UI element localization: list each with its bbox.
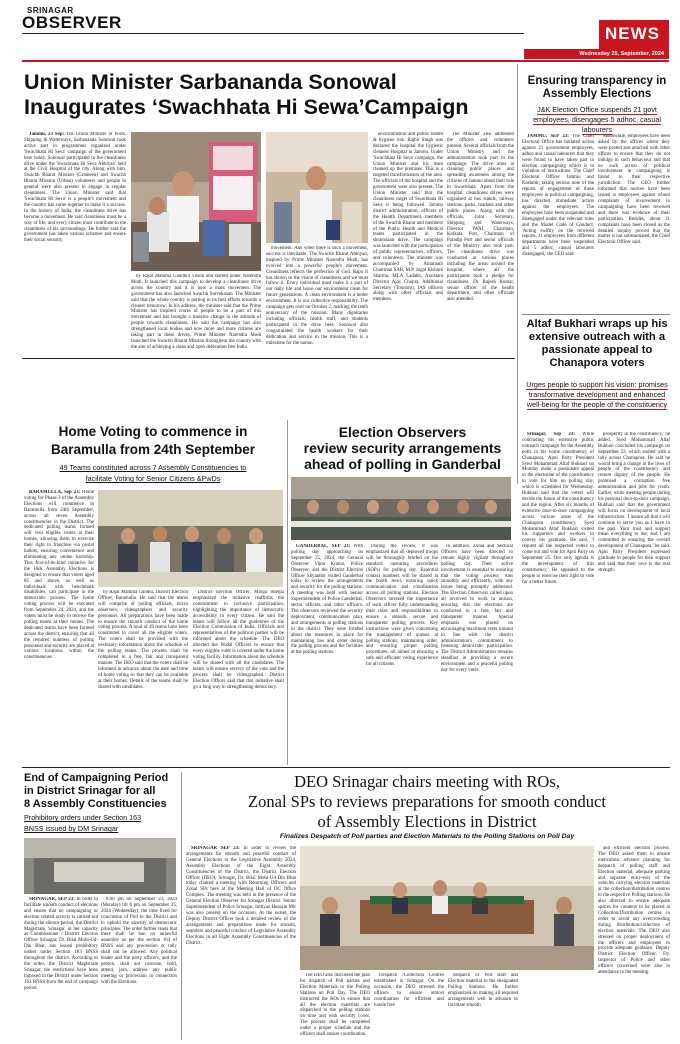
curfew-subhead-1: Prohibitory orders under Section 163: [24, 813, 142, 822]
lead-col-6: The Minister also addressed the officers and volunteers present. Several officials from the Union Ministry and the administration took part in the campaign. The drive aims at cleaning public places and spreading awareness among the citizens of Jammu about their role in Swachhata. Apart from the hospital, cleanliness drives were organised at bus stands, railway stations, parks, markets and other public places. Along with the officials, Joint Secretary, Shipping and Waterways, Director IWAI, Chairman, Kolkata Port, Chairman of Paradip Port and senior officials of the Ministry also took part. The cleanliness drive was conducted at various places including the areas around the hospital, where all the participants took a pledge for cleanliness. Dr. Rajesh Kumar, senior officer of the health department, and other officials also attended.: [447, 132, 514, 303]
curfew-subhead-2: BNSS issued by DM Srinagar: [24, 824, 119, 833]
right-top-rule: [522, 314, 670, 315]
deo-subhead: Finalizes Despatch of Poll parties and Election Materials to the Polling Stations on Poll Day: [279, 833, 575, 840]
deo-headline-2: Zonal SPs to reviews preparations for smooth conduct: [248, 792, 606, 811]
deo-col-2: The DEO also discussed the plan for dispatch of Poll parties and Election Materials to the Polling Stations on Poll Day. The DEO instructed the ROs to ensure that all the election materials are dispatched to the polling stations on time and with security cover. The process shall be completed under a proper schedule and the officers shall ensure coordination.: [300, 973, 370, 1038]
home-voting-subhead-2: facilitate Voting for Senior Citizens &PwDs: [85, 474, 221, 483]
ganderbal-headline-3: ahead of polling in Ganderbal: [304, 456, 501, 472]
right-top-headline: Ensuring transparency in Assembly Elections: [527, 75, 667, 100]
news-section-label: NEWS: [605, 24, 660, 43]
masthead-big: OBSERVER: [22, 13, 122, 32]
lead-photo: [131, 132, 261, 271]
ganderbal-col-2: During the review, it was emphasized that all deployed troops will be thoroughly briefed on the standard operating procedures (SOPs) for polling day. Essential contact numbers will be shared at the booth level, ensuring quick communication and coordination across all polling stations. Election Observers stressed the importance of each officer fully understanding their roles and responsibilities to ensure a smooth, secure and transparent polling process. Key instructions were given concerning the management of queues at polling stations, maintaining order, and ensuring proper polling procedures, all aimed at ensuring a safe and efficient voting experience for all citizens.: [366, 544, 438, 668]
bottom-section-rule: [22, 767, 670, 768]
home-voting-col-3: District Election Officer, Minga Sherpa emphasized the initiative reaffirms the commitment to inclusive participation, highlighting the importance of democratic accessibility to every citizen. He said the teams will follow all the guidelines of the Election Commission of India. Officials and representatives of the political parties will be informed about the schedule. The DEO directed the Nodal Officers to ensure that every eligible voter is covered under the home voting facility. Information about the schedule will be shared with all the candidates. The teams will ensure secrecy of the vote and the process shall be videographed. District Election Officer said that this initiative shall go a long way in strengthening democracy.: [193, 590, 284, 690]
masthead-bottom-rule: [22, 60, 669, 62]
curfew-col-2: 8.00 pm on September 23, 2024 (Monday) till 6 pm on September 25, 2024 (Wednesday), the time fixed for conclusion of Poll in the District and to uphold the sanctity of democratic principles. The order further reads that there shall be ban on unlawful assembly as per the section 163 of BNSS and any procession or rally shall not be allowed. Any political leader and the party officers, and the person, shall not convene, hold, attend, join, address any public meeting or procession in connection with the Elections.: [101, 897, 177, 985]
deo-photo: [300, 846, 594, 970]
curfew-col-1: SRINAGAR, SEP 23: In order to facilitate smooth conduct of elections and ensure that no campaigning or election related activity is carried out during the silence period, the District Magistrate, Srinagar, in her capacity as Commissioner / District Election Officer Srinagar, Dr. Bilal Mohi-Ud-Din Bhat, has issued prohibitory orders under Section 163 BNSS throughout the district. According to the order, the District Magistrate Srinagar, the restrictions have been imposed in the District under Section 163 BNSS from the end of campaign period.: [24, 897, 98, 991]
deo-headline-3: of Assembly Elections in District: [317, 812, 537, 831]
home-voting-col-2: by Rajat Mahima Gandhi, District Election Officer, Baramulla. He said that the teams will comprise of polling officials, micro observers, videographers and security personnel. All preparations have been made to ensure the smooth conduct of the home voting process. A total of 49 teams have been constituted to cover all the eligible voters. The voters shall be provided with the necessary information about the schedule of the polling teams. The process shall be completed in a free, fair and transparent manner. The DEO said that the voters shall be informed in advance about the date and time of home voting so that they can be available at their homes. Details of the teams shall be shared with candidates.: [98, 590, 188, 690]
deo-col-1: SRINAGAR SEP 23: In order to review the arrangements for smooth and peaceful conduct of General Elections to the Legislative Assembly 2024, Assembly Elections of the Eight Assembly Constituencies of the District, the District Election Officer (DEO), Srinagar, Dr. Bilal Mohi-Ud-Din Bhat today chaired a meeting with Returning Officers and Zonal SPs here at the Meeting Hall of DC Office Complex. The meeting was held in the presence of the General Election Observer for Srinagar District. Senior Superintendent of Police Srinagar, Imtiyaz Hussain Mir was also present on the occasion. At the outset, the Deputy District Officer took a detailed review of the arrangements and preparations made for smooth, seamless and peaceful conduct of Legislative Assembly Elections in all Eight Assembly Constituencies of the District.: [186, 846, 296, 946]
right-top-dateline: JAMMU, SEP 23:: [527, 134, 569, 139]
mid-section-rule: [22, 358, 515, 359]
curfew-headline-3: 8 Assembly Constituencies: [24, 798, 167, 810]
right-mid-headline: Altaf Bukhari wraps up his extensive outreach with a passionate appeal to Chanapora voters: [526, 318, 668, 369]
deo-headline-1: DEO Srinagar chairs meeting with ROs,: [294, 772, 560, 791]
home-voting-subhead-1: 49 Teams constituted across 7 Assembly Constituencies to: [59, 463, 247, 472]
home-voting-dateline: BARAMULLA, Sep 23:: [29, 490, 81, 495]
right-top-col-2: Meanwhile, employees have been asked by the offices where they were posted and attached with other offices to ensure that they do not indulge in such behaviour and that no such action of political involvement in campaigning is found in their respective jurisdiction. The CEO further informed that notices have been issued to employees against whom complaints of involvement in campaigning have been received and there was evidence of their participation. Besides, about 31 complaints have been closed as the detailed inquiry proved that the matter is not substantiated, the Chief Electoral Officer said.: [598, 134, 670, 246]
deo-col-5: and efficient election process. The DEO asked them to ensure meticulous advance planning for despatch of polling staff and Election material, adequate parking and separate entry-exit of the vehicles carrying election materials at the collection/distribution centres to the respective Polling stations. He also directed to ensure adequate spaces for counters to be placed at Collection/Distribution centres in order to avoid any overcrowding during distribution/collection of election materials. The DEO also stressed on proper deployment of the officers and employees to provide adequate guidance. Deputy District Election Officer, Dy. Inspector of Police and other officers concerned were also in attendance in the meeting.: [598, 846, 670, 976]
right-top-col-1: JAMMU, SEP 23: The Chief Electoral Office has initiated action against 21 government employees, adhoc and casual labourers that they were found to have taken part in election campaigning which is in violation of instructions. The Chief Electoral Officer Jammu and Kashmir, taking serious note of the reports of engagement of these employees in political campaigning, has directed immediate action against the employees. The employees have been suspended and disengaged under the relevant rules and the Model Code of Conduct. 'Acting swiftly on the received reports, 21 employees from different departments have been suspended and 5 adhoc, casual labourers disengaged,' the CEO said.: [522, 134, 594, 258]
lead-col-2: by Rajat Mahima Gandhi's vision and started under Narendra Modi. It launched this campaign to develop a cleanliness drive across the country and it is now a mass movement. The government has also launched Swachh Survekshan. The Minister said that the whole country is putting in its best efforts towards a cleaner tomorrow. In his address, the minister said that the Prime Minister has inspired crores of people to be a part of this movement and has brought a massive change in the attitude of people towards cleanliness. He said the campaign has also strengthened local bodies and now more and more citizens are taking part in these drives. Prime Minister Narendra Modi launched the Swachh Bharat Mission throughout the country with the aim of achieving a clean and open defecation free India.: [131, 274, 261, 350]
deo-dateline: SRINAGAR SEP 23:: [191, 846, 240, 851]
masthead-small: SRINAGAR: [27, 6, 74, 15]
ganderbal-dateline: GANDERBAL, SEP 23:: [296, 544, 351, 549]
deo-col-4: despatch of Poll staff and Election material to the designated Polling Stations. He further emphasized on making all required arrangements well in advance to facilitate smooth: [448, 973, 518, 1008]
lead-right-divider: [517, 64, 518, 484]
curfew-headline-1: End of Campaigning Period: [24, 772, 169, 784]
ganderbal-col-1: GANDERBAL, SEP 23: With polling day approaching on September 25, 2024, the General Observer Vipin Kumar, Police Observer, and the District Election Officer Shyambir visited Ganderbal today to review the arrangements and security for the polling stations. A meeting was held with Senior Superintendent of Police Ganderbal, sector officers, and other officers. The observers reviewed the security deployment, communication plan, and arrangements at polling stations in the district. They were briefed about the measures in place for maintaining law and order during the polling process and the facilities at the polling stations.: [291, 544, 363, 656]
masthead-rule: [22, 33, 524, 34]
ganderbal-col-3: In addition, Zonal and Sectoral Officers have been directed to remain highly vigilant throughout polling day. Their active involvement is essential to ensuring that the voting process runs smoothly and efficiently, with any issues being promptly addressed. The Election Observers called upon all involved to work in unison, ensuring that the elections are conducted in a free, fair and transparent manner. Special emphasis was placed on encouraging maximum voter turnout in line with the district administration's commitment to fostering democratic participation. The District Administration remains steadfast in providing a secure environment and a peaceful polling day for every voter.: [441, 544, 513, 674]
curfew-deo-divider: [181, 772, 182, 1040]
home-voting-col-1: BARAMULLA, Sep 23: Home voting for Phase-3 of the Assembly Elections will commence in Baramulla from 24th September, across all seven Assembly constituencies in the District. The dedicated polling teams formed will visit eligible voters at their homes, allowing them to exercise their right to franchise via postal ballots, ensuring convenience and eliminating any undue hardship. This first-of-its-kind initiative for the J&K Assembly Elections is designed to ensure that voters aged 85 and above, as well as individuals with benchmark disabilities, can participate in the democratic process. The home voting process will be executed from September 24, 2024, and the voters must be ready to receive the polling teams at their homes. The dedicated teams have been formed across the district, ensuring that all the required numbers of polling personnel and security are placed at various locations within the constituencies.: [24, 490, 94, 661]
right-top-subhead: J&K Election Office suspends 21 govt employees, disengages 5 adhoc, casual labourers: [533, 105, 661, 134]
ganderbal-photo: [291, 477, 511, 540]
ganderbal-headline-1: Election Observers: [338, 424, 467, 440]
lead-col-4: movement. And when there is such a movement, success is inevitable. The Swachh Bharat Abhiyan, inspired by Prime Minister Narendra Modi, has evolved into a powerful people's movement. Cleanliness reflects the perfection of God. Bapu Ji has shown us the vision of cleanliness and we must follow it. Every individual must make it a part of our daily life and leave our environment clean for future generations. A clean environment is a better environment. It is our collective responsibility. The campaign gets over on October 2, marking the tenth anniversary of the mission. Many dignitaries including officials, health staff, and students participated in the drive here. Sonowal also congratulated the health workers for their dedication and service in the mission. This is a milestone for the nation.: [266, 246, 368, 346]
home-ganderbal-divider: [287, 420, 288, 765]
lead-photo-2: [266, 132, 368, 243]
right-mid-col-1: Srinagar, Sep 23: While concluding his extensive public outreach campaign for the Assembly polls in his home constituency of Chanapora, Apni Party President Syed Mohammad Altaf Bukhari on Monday made a passionate appeal to the electorate of the constituency to vote for him on polling day, which is scheduled for Wednesday. Bukhari said that the voters will decide the future of the constituency and the region. After six months of extensive door-to-door campaigning across various areas of the Chanapora constituency, Syed Mohammad Altaf Bukhari visited his supporters and workers to convey his gratitude. He said, 'I request all the respected voters to come out and vote for Apni Party on September 25. Our only agenda is the development of this constituency.' He appealed to the people to exercise their right to vote for a better future.: [522, 432, 594, 585]
news-section-box: [599, 20, 669, 49]
right-mid-subhead: Urges people to support his vision: promises transformative development and enhanced well-being for the people of the constituency: [526, 380, 668, 409]
home-voting-headline-1: Home Voting to commence in: [58, 424, 248, 439]
ganderbal-headline-2: review security arrangements: [303, 440, 502, 456]
date-bar: Wednesday 25, September, 2024: [524, 49, 669, 59]
lead-col-1: Jammu, 23 Sep: The Union Minister of Ports, Shipping & Waterways, Sarbananda Sonowal took active part in programmes organised under 'Swachhata Hi Seva' campaign of the government here today. Sonowal participated in the cleanliness drive under the 'Swachhata Hi Seva Abhiyan' held at the Civil Hospital of the city. Along with him, Swachh Bharat Mission (Grameen) and Swachh Bharat Mission (Urban) volunteers and people in general were also present to engage in regular cleanliness. The Union Minister said that 'Swachhata Hi Seva' is a people's movement and the country has come together to make it a success. In the history of India, the cleanliness drive has become a movement. He said cleanliness must be a way of life, and every citizen must contribute to the cleanliness of his surroundings. He further said the government has taken various schemes and ensure their social security.: [24, 132, 126, 244]
lead-headline-1: Union Minister Sarbananda Sonowal: [24, 70, 397, 94]
curfew-dateline: SRINAGAR, SEP 23:: [29, 897, 75, 902]
curfew-photo: [24, 838, 176, 894]
home-voting-photo: [98, 490, 283, 587]
lead-dateline: Jammu, 23 Sep:: [29, 132, 65, 137]
deo-col-3: Despatch /Collection Centres established in Srinagar. On the occasion, the DEO stressed the officers to ensure utmost coordination for efficient and hassle free: [374, 973, 444, 1008]
lead-col-5: environmental and public health & hygiene risk. Rajbir Singh was declared the hospital the hygienic cleanest Hospital in Jammu. Under 'Swachhata Hi Seva' campaign, the Union Minister and his team cleaned up the premises. This is a targeted transformation of the area. The officials of the hospital and the government were also present. The Union Minister said that the cleanliness target of Swachhata Hi Seva is being followed. Jammu district administration, officers of the Health Department, members of the Swachh Bharat and members of the Public Health and Medical teams participated in the shramdaan drive. The campaign was launched with the participation of public representatives, officers, and volunteers. The minister was accompanied by Amarnath Chairman SAR, M.P. Jugal Kishore Sharma, MLA Ladakh, Assistant Director Ajay Chopra, Additional Secretary (Tourism), IAS officers along with other officials and members.: [373, 132, 443, 303]
right-mid-dateline: Srinagar, Sep 23:: [527, 432, 575, 437]
home-voting-headline-2: Baramulla from 24th September: [50, 442, 256, 457]
curfew-headline-2: in District Srinagar for all: [24, 785, 156, 797]
right-mid-col-2: prosperity in the constituency,' he added. Syed Mohammad Altaf Bukhari concluded his campaign on September 23, which started with a rally across Chanapora. He said he would bring a change in the lives of people of the constituency and restore dignity of the people. He promised a corruption free administration and jobs for youth. Earlier, while meeting people during his personal door-to-door campaign, Bukhari said that the government will focus on development of local infrastructure. 'I assure all that I will continue to serve you as I have in the past. Your trust and support mean everything to me, and I am committed to ensuring the overall development of Chanapora,' he said. Apni Party President expressed gratitude to people for their support and said that their love is the real strength.: [598, 432, 670, 573]
lead-headline-2: Inaugurates ‘Swachhata Hi Sewa’Campaign: [24, 95, 469, 119]
